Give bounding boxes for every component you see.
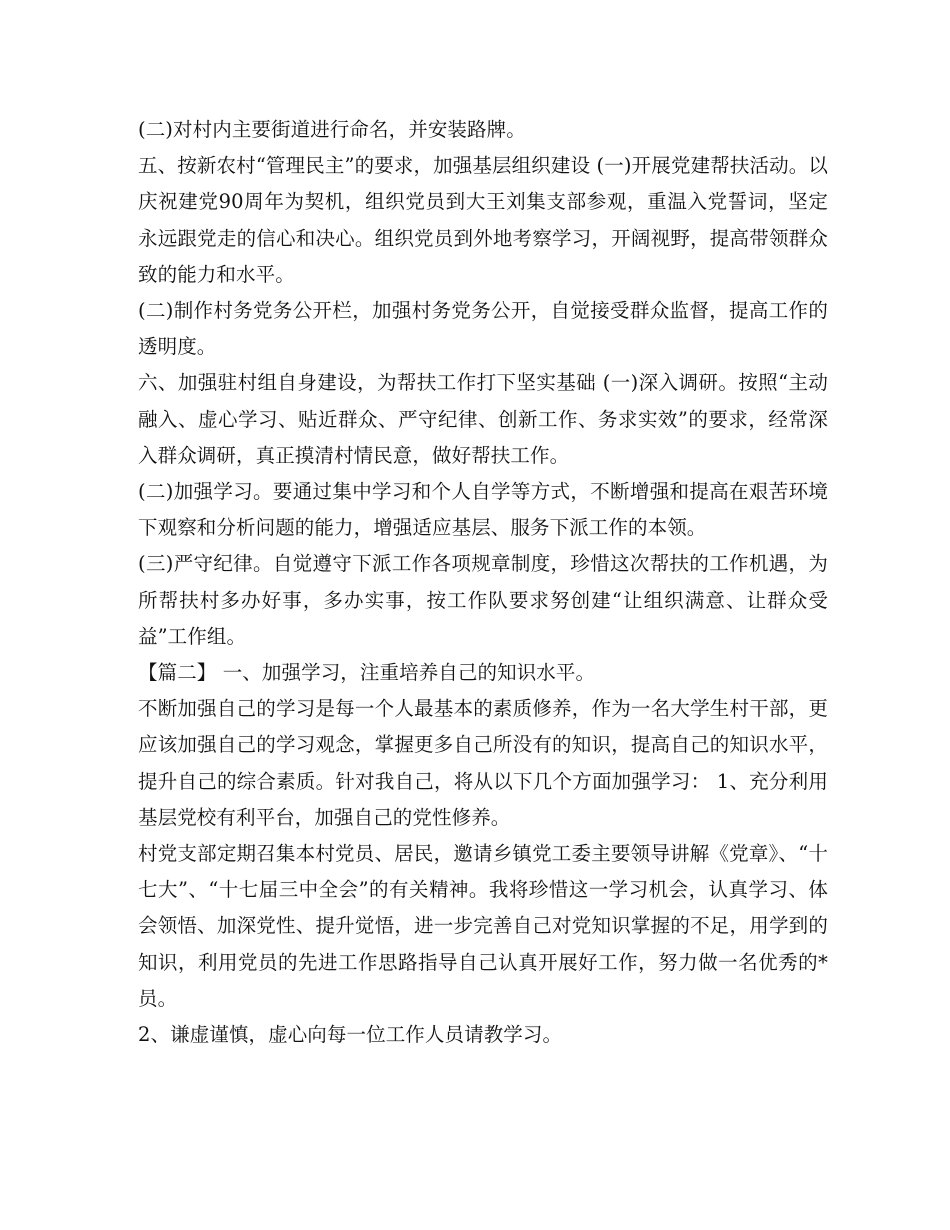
paragraph-8: 不断加强自己的学习是每一个人最基本的素质修养，作为一名大学生村干部，更应该加强自己的学习观念，掌握更多自己所没有的知识，提高自己的知识水平，提升自己的综合素质。针对我自己，将从以下几个方面加强学习： 1、充分利用基层党校有利平台，加强自己的党性修养。 [138, 697, 828, 829]
paragraph-6: (三)严守纪律。自觉遵守下派工作各项规章制度，珍惜这次帮扶的工作机遇，为所帮扶村多办好事，多办实事，按工作队要求努创建“让组织满意、让群众受益”工作组。 [138, 552, 828, 648]
paragraph-10: 2、谦虚谨慎，虚心向每一位工作人员请教学习。 [138, 1023, 563, 1047]
paragraph-9: 村党支部定期召集本村党员、居民，邀请乡镇党工委主要领导讲解《党章》、“十七大”、“十七届三中全会”的有关精神。我将珍惜这一学习机会，认真学习、体会领悟、加深党性、提升觉悟，进一步完善自己对党知识掌握的不足，用学到的知识，利用党员的先进工作思路指导自己认真开展好工作，努力做一名优秀的*员。 [138, 842, 828, 1010]
paragraph-5: (二)加强学习。要通过集中学习和个人自学等方式，不断增强和提高在艰苦环境下观察和分析问题的能力，增强适应基层、服务下派工作的本领。 [138, 480, 828, 540]
paragraph-2: 五、按新农村“管理民主”的要求，加强基层组织建设 (一)开展党建帮扶活动。以庆祝建党90周年为契机，组织党员到大王刘集支部参观，重温入党誓词，坚定永远跟党走的信心和决心。组织党员到外地考察学习，开阔视野，提高带领群众致的能力和水平。 [138, 154, 828, 286]
paragraph-3: (二)制作村务党务公开栏，加强村务党务公开，自觉接受群众监督，提高工作的透明度。 [138, 299, 828, 359]
paragraph-4: 六、加强驻村组自身建设，为帮扶工作打下坚实基础 (一)深入调研。按照“主动融入、虚心学习、贴近群众、严守纪律、创新工作、务求实效”的要求，经常深入群众调研，真正摸清村情民意，做好帮扶工作。 [138, 371, 828, 467]
paragraph-7: 【篇二】 一、加强学习，注重培养自己的知识水平。 [138, 661, 596, 685]
document-body [138, 112, 828, 1053]
paragraph-1: (二)对村内主要街道进行命名，并安装路牌。 [138, 118, 526, 141]
